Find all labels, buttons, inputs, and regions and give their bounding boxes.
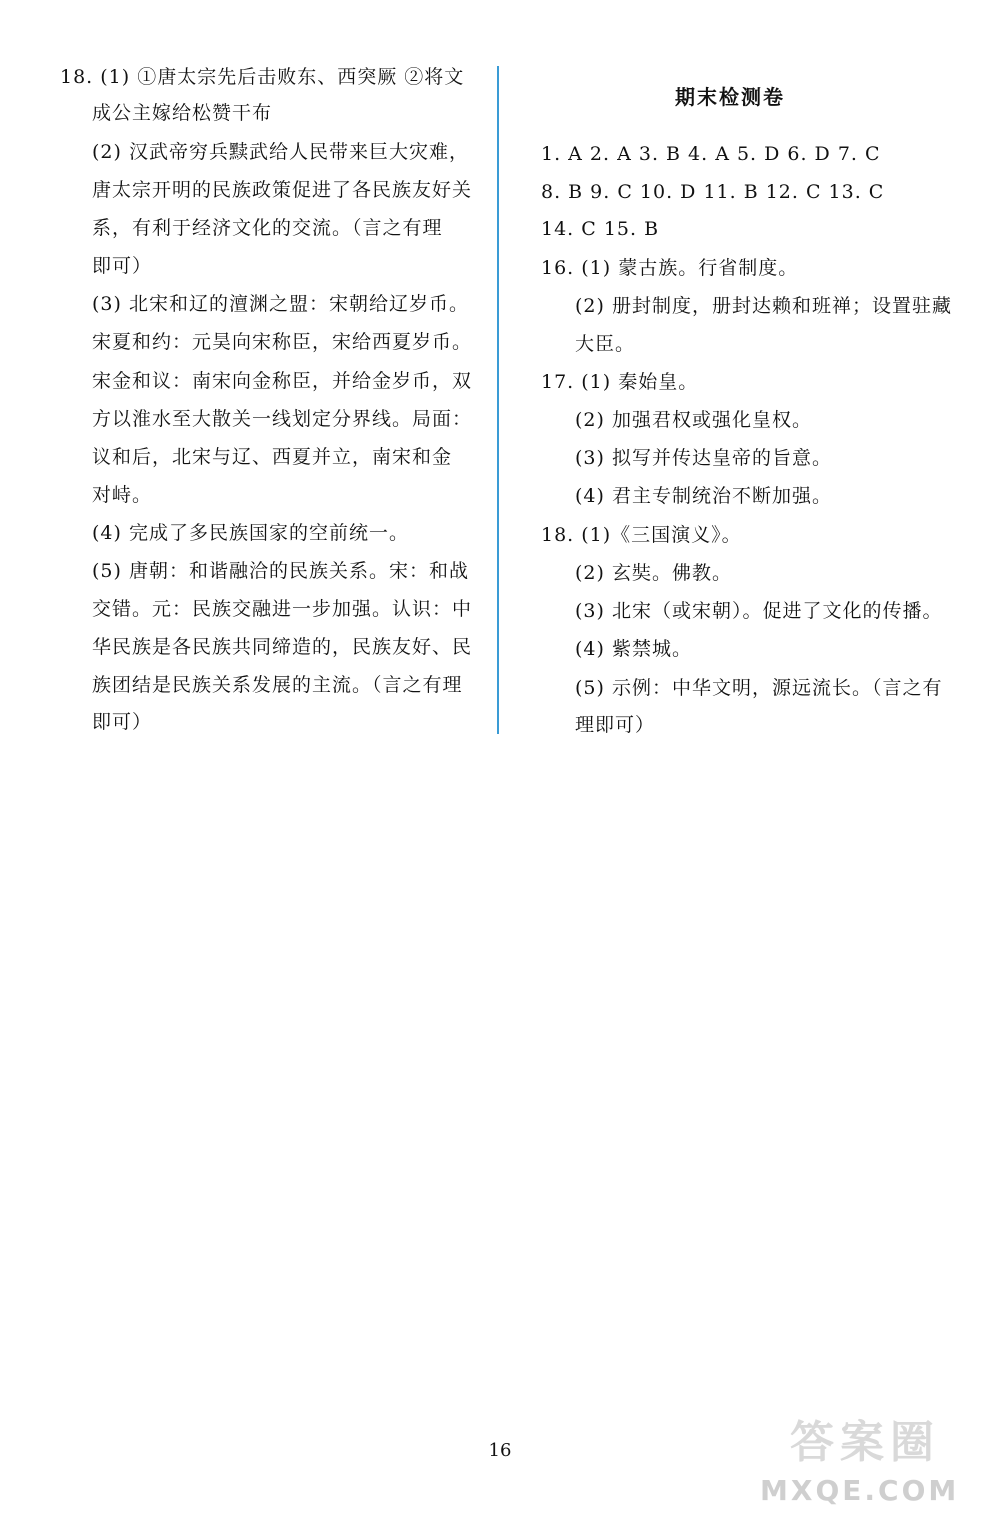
answer-line: 交错。元：民族交融进一步加强。认识：中 [92,598,473,620]
page-number: 16 [488,1440,512,1461]
answer-line: (3) 北宋和辽的澶渊之盟：宋朝给辽岁币。 [92,293,469,315]
answer-line: 议和后，北宋与辽、西夏并立，南宋和金 [92,446,453,468]
answer-line: 1. A 2. A 3. B 4. A 5. D 6. D 7. C [541,143,881,165]
section-title: 期末检测卷 [675,85,785,109]
answer-line: 华民族是各民族共同缔造的，民族友好、民 [92,636,473,658]
answer-line: 14. C 15. B [541,218,660,240]
column-divider [497,66,499,734]
answer-line: (4) 完成了多民族国家的空前统一。 [92,522,409,544]
answer-line: 17. (1) 秦始皇。 [541,371,699,393]
answer-line: 18. (1)《三国演义》。 [541,524,742,546]
watermark-url: MXQE.COM [760,1474,960,1507]
answer-line: (2) 玄奘。佛教。 [575,562,732,584]
answer-line: 即可） [92,255,153,277]
answer-line: (4) 君主专制统治不断加强。 [575,485,832,507]
answer-line: 成公主嫁给松赞干布 [92,102,273,124]
answer-line: (3) 北宋（或宋朝）。促进了文化的传播。 [575,600,943,622]
answer-line: 大臣。 [575,333,636,355]
watermark-logo [760,1418,980,1510]
answer-line: (2) 汉武帝穷兵黩武给人民带来巨大灾难， [92,141,469,163]
answer-line: 8. B 9. C 10. D 11. B 12. C 13. C [541,181,885,203]
answer-line: 方以淮水至大散关一线划定分界线。局面： [92,408,473,430]
answer-line: 16. (1) 蒙古族。行省制度。 [541,257,799,279]
answer-line: (5) 示例：中华文明，源远流长。（言之有 [575,677,943,699]
answer-line: 18. (1) ①唐太宗先后击败东、西突厥 ②将文 [60,66,465,88]
watermark-text: 答案圈 [790,1417,940,1468]
answer-line: 宋金和议：南宋向金称臣，并给金岁币，双 [92,370,473,392]
answer-line: 对峙。 [92,484,153,506]
answer-line: 即可） [92,711,153,733]
answer-line: (2) 册封制度，册封达赖和班禅；设置驻藏 [575,295,952,317]
answer-line: (2) 加强君权或强化皇权。 [575,409,812,431]
answer-line: 系，有利于经济文化的交流。（言之有理 [92,217,443,239]
answer-line: 理即可） [575,714,656,736]
answer-line: 族团结是民族关系发展的主流。（言之有理 [92,674,463,696]
answer-line: (5) 唐朝：和谐融洽的民族关系。宋：和战 [92,560,469,582]
answer-line: 宋夏和约：元昊向宋称臣，宋给西夏岁币。 [92,331,473,353]
answer-line: (4) 紫禁城。 [575,638,692,660]
answer-line: (3) 拟写并传达皇帝的旨意。 [575,447,832,469]
answer-line: 唐太宗开明的民族政策促进了各民族友好关 [92,179,473,201]
